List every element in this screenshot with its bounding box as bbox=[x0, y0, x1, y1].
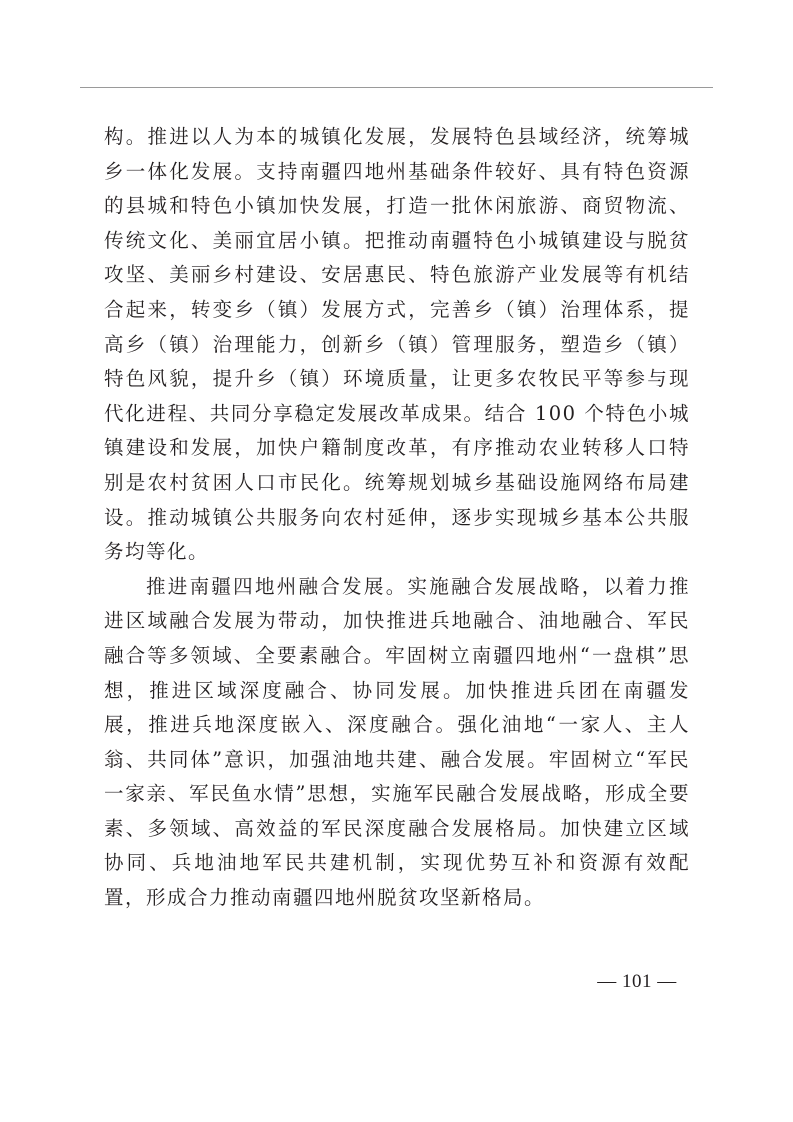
page-number: — 101 — bbox=[597, 971, 677, 992]
paragraph-continued: 构。推进以人为本的城镇化发展，发展特色县域经济，统筹城乡一体化发展。支持南疆四地州基础条件较好、具有特色资源的县城和特色小镇加快发展，打造一批休闲旅游、商贸物流、传统文化、美丽宜居小镇。把推动南疆特色小城镇建设与脱贫攻坚、美丽乡村建设、安居惠民、特色旅游产业发展等有机结合起来，转变乡（镇）发展方式，完善乡（镇）治理体系，提高乡（镇）治理能力，创新乡（镇）管理服务，塑造乡（镇）特色风貌，提升乡（镇）环境质量，让更多农牧民平等参与现代化进程、共同分享稳定发展改革成果。结合 100 个特色小城镇建设和发展，加快户籍制度改革，有序推动农业转移人口特别是农村贫困人口市民化。统筹规划城乡基础设施网络布局建设。推动城镇公共服务向农村延伸，逐步实现城乡基本公共服务均等化。 bbox=[104, 125, 690, 564]
header-rule bbox=[80, 87, 713, 88]
body-text bbox=[104, 120, 690, 916]
paragraph-integration: 推进南疆四地州融合发展。实施融合发展战略，以着力推进区域融合发展为带动，加快推进兵地融合、油地融合、军民融合等多领域、全要素融合。牢固树立南疆四地州“一盘棋”思想，推进区域深度融合、协同发展。加快推进兵团在南疆发展，推进兵地深度嵌入、深度融合。强化油地“一家人、主人翁、共同体”意识，加强油地共建、融合发展。牢固树立“军民一家亲、军民鱼水情”思想，实施军民融合发展战略，形成全要素、多领域、高效益的军民深度融合发展格局。加快建立区域协同、兵地油地军民共建机制，实现优势互补和资源有效配置，形成合力推动南疆四地州脱贫攻坚新格局。 bbox=[104, 574, 690, 910]
